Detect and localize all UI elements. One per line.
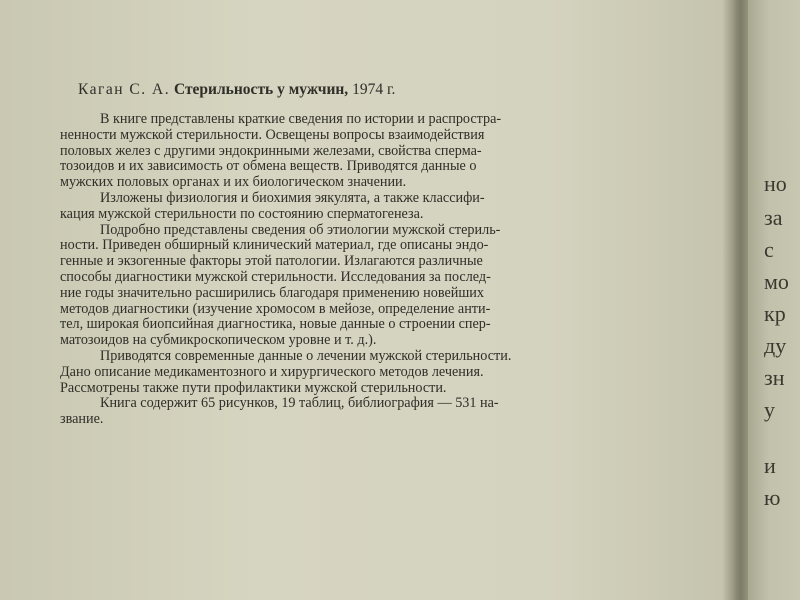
text-line: способы диагностики мужской стерильности. Исследования за послед- [60,268,491,285]
text-line: кация мужской стерильности по состоянию сперматогенеза. [60,205,424,222]
text-line: Изложены физиология и биохимия эякулята, а также классифи- [100,189,485,206]
text-line: методов диагностики (изучение хромосом в мейозе, определение анти- [60,300,491,317]
book-title: Стерильность у мужчин, [173,81,349,98]
text-line: матозоидов на субмикроскопическом уровне и т. д.). [60,332,377,349]
right-page-fragment: ю [764,485,781,510]
text-line: ние годы значительно расширились благодаря применению новейших [60,284,484,301]
right-page-fragment: ду [764,333,787,358]
author-name: Каган С. А. [78,81,171,98]
text-line: ности. Приведен обширный клинический материал, где описаны эндо- [60,237,489,254]
right-page-fragment: с [764,237,774,262]
right-page-fragment: и [764,453,776,478]
text-line: звание. [60,411,104,428]
text-line: Приводятся современные данные о лечении мужской стерильности. [100,347,512,364]
text-line: Книга содержит 65 рисунков, 19 таблиц, библиография — 531 на- [100,395,499,412]
publication-year: 1974 г. [352,81,396,98]
text-line: тозоидов и их зависимость от обмена веществ. Приводятся данные о [60,158,477,175]
bibliographic-heading [78,80,660,100]
text-line: генные и экзогенные факторы этой патологии. Излагаются различные [60,253,483,270]
annotation-text [60,112,660,428]
text-line: ненности мужской стерильности. Освещены вопросы взаимодействия [60,126,485,143]
right-page-fragment: мо [764,269,789,294]
annotation-block [60,80,660,428]
right-page-fragment: кр [764,301,786,326]
text-line: Рассмотрены также пути профилактики мужской стерильности. [60,379,447,396]
text-line: мужских половых органах и их биологическом значении. [60,174,407,191]
text-line: тел, широкая биопсийная диагностика, новые данные о строении спер- [60,316,491,333]
text-line: Подробно представлены сведения об этиологии мужской стериль- [100,221,501,238]
right-page-fragment: за [764,205,783,230]
right-page-fragment: зн [764,365,785,390]
text-line: Дано описание медикаментозного и хирургического методов лечения. [60,363,484,380]
right-page [748,0,800,600]
text-line: В книге представлены краткие сведения по истории и распростра- [100,111,502,127]
text-line: половых желез с другими эндокринными железами, свойства сперма- [60,142,482,159]
right-page-fragment: но [764,171,787,196]
right-page-fragment: у [764,397,775,422]
